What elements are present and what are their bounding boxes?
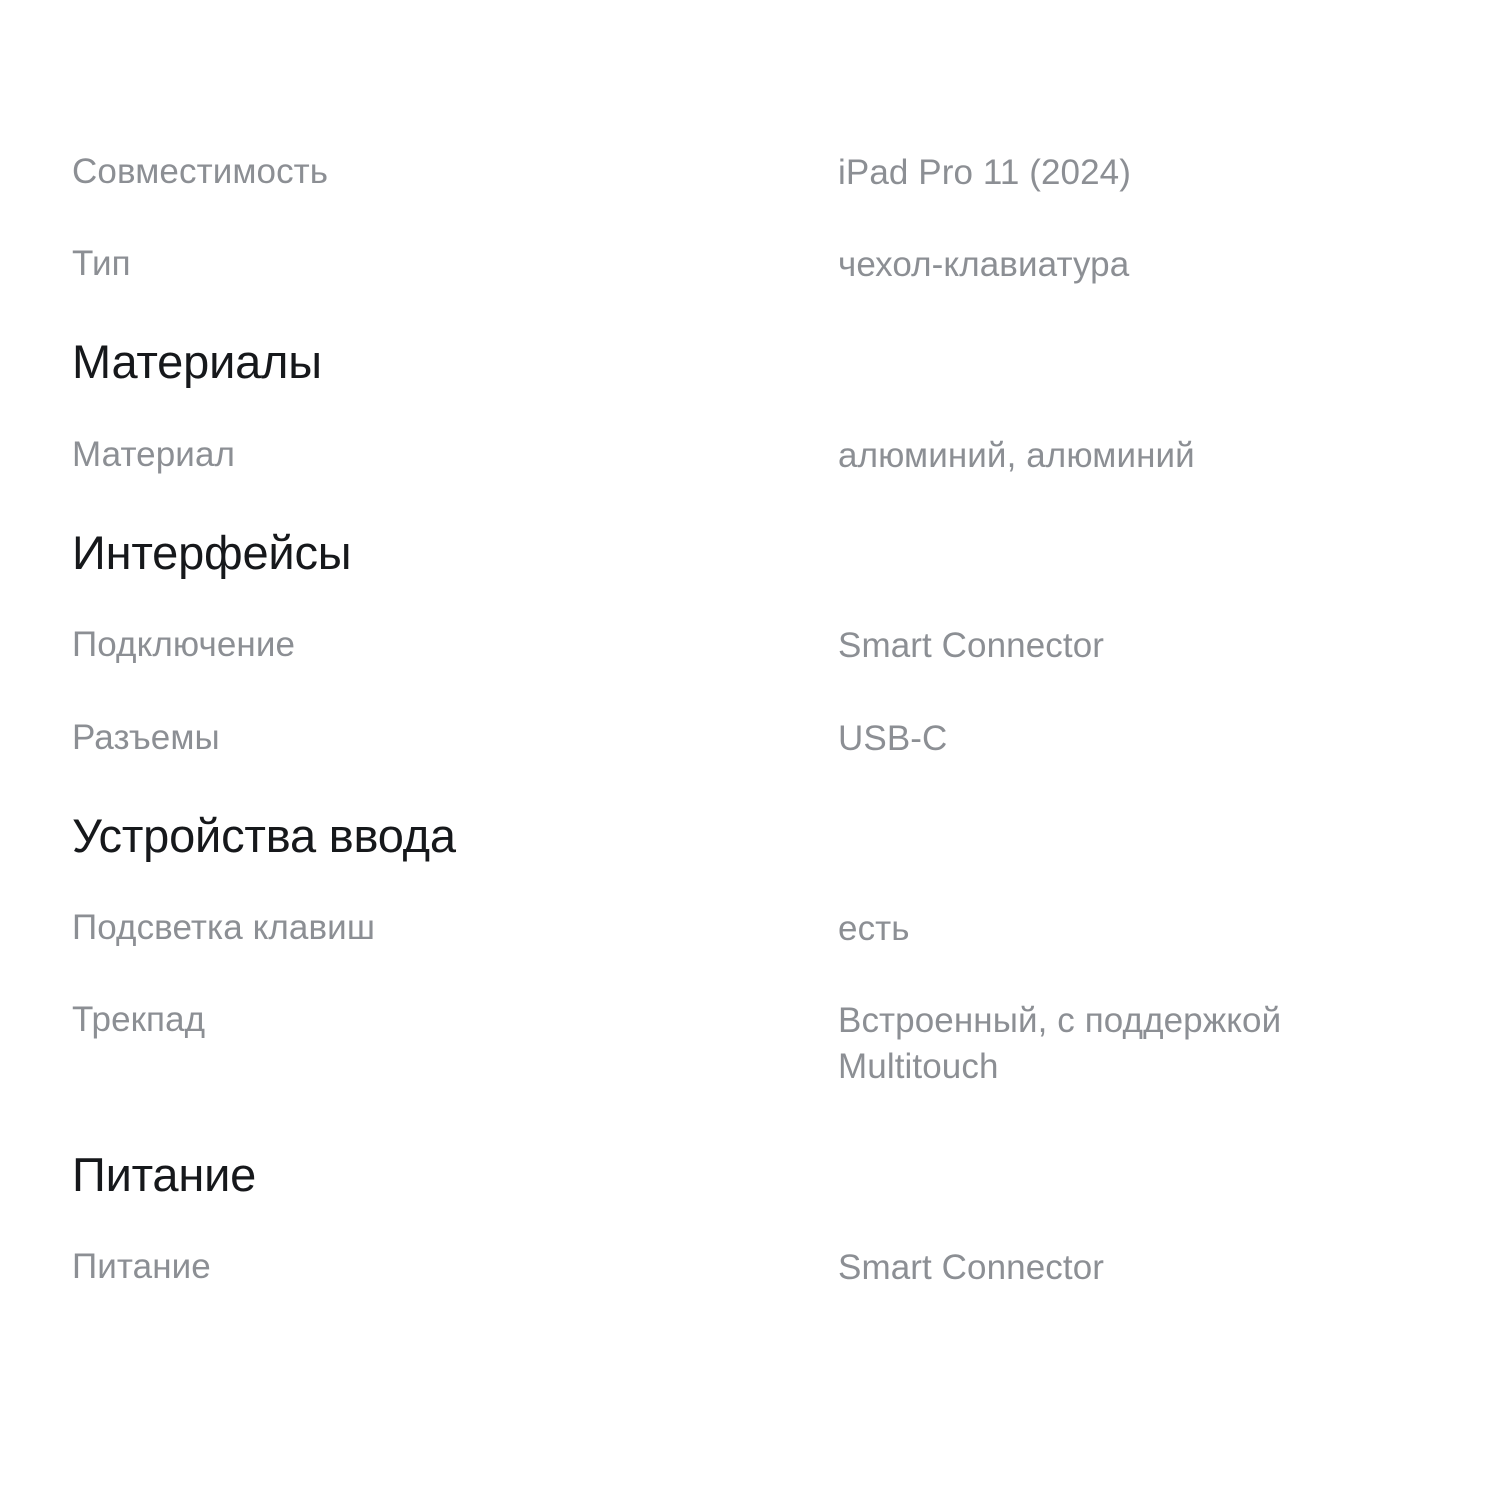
section-heading: Устройства ввода	[72, 808, 456, 862]
spec-row	[72, 998, 1428, 1090]
spec-value: Smart Connector	[838, 626, 1105, 666]
spec-section-interfaces	[72, 525, 1428, 762]
spec-row	[72, 242, 1428, 288]
spec-section-materials	[72, 334, 1428, 479]
spec-label: Подключение	[72, 625, 296, 665]
spec-row	[72, 906, 1428, 952]
spec-value: алюминий, алюминий	[838, 435, 1195, 475]
spec-label: Тип	[72, 244, 131, 284]
spec-label: Разъемы	[72, 717, 220, 757]
spec-row	[72, 716, 1428, 762]
spec-value: Встроенный, с поддержкой Multitouch	[838, 1001, 1282, 1087]
spec-label: Материал	[72, 434, 236, 474]
spec-row	[72, 1245, 1428, 1291]
section-heading: Питание	[72, 1147, 257, 1201]
section-heading: Интерфейсы	[72, 525, 352, 579]
spec-section-power	[72, 1147, 1428, 1292]
spec-value: чехол-клавиатура	[838, 245, 1130, 285]
spec-section-input-devices	[72, 808, 1428, 1091]
spec-value: USB-C	[838, 718, 948, 758]
spec-label: Совместимость	[72, 152, 329, 191]
spec-value: Smart Connector	[838, 1248, 1105, 1288]
spec-row	[72, 623, 1428, 669]
spec-label: Питание	[72, 1247, 211, 1287]
spec-value: есть	[838, 909, 910, 949]
spec-section-general	[72, 150, 1428, 288]
spec-row	[72, 150, 1428, 196]
spec-label: Подсветка клавиш	[72, 908, 375, 948]
section-heading: Материалы	[72, 335, 322, 389]
spec-label: Трекпад	[72, 1000, 206, 1040]
spec-row	[72, 433, 1428, 479]
spec-value: iPad Pro 11 (2024)	[838, 153, 1131, 192]
